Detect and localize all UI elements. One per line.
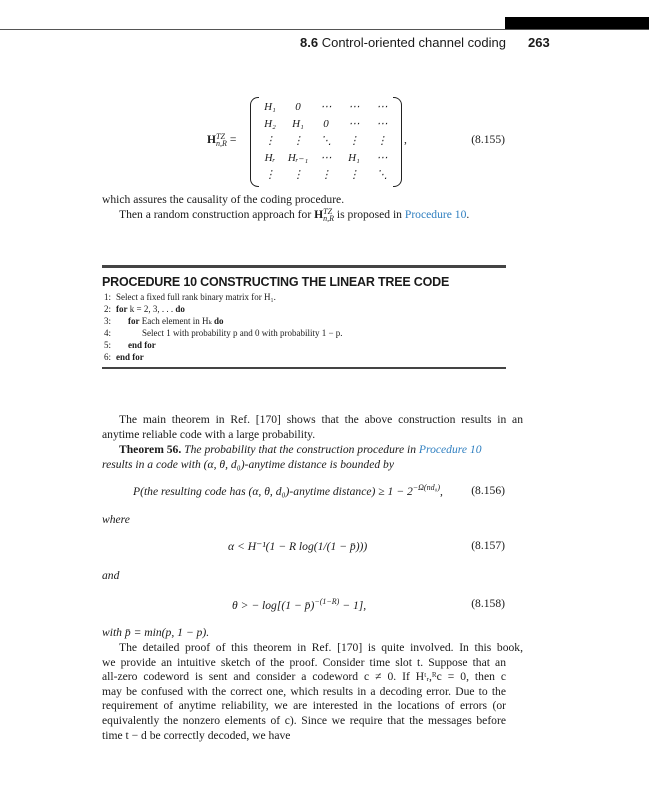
equation-number: (8.155) [471, 133, 505, 146]
math-symbol: H [314, 208, 324, 221]
text: is proposed in [334, 208, 405, 221]
paragraph-line: equivalently the nonzero elements of c). Since we require that the messages before [102, 714, 506, 727]
paragraph-line [102, 208, 523, 222]
procedure-bottom-rule [102, 367, 506, 369]
matrix-row [256, 98, 396, 115]
theorem-label: Theorem 56. [119, 443, 182, 456]
page-number: 263 [528, 35, 550, 50]
equation-number: (8.158) [471, 597, 505, 610]
sup: TZ [323, 207, 333, 217]
text: Then a random construction approach for [119, 208, 315, 221]
matrix-row [256, 149, 396, 166]
equation-number: (8.156) [471, 484, 505, 497]
paragraph-line: The main theorem in Ref. [170] shows that the above construction results in an [119, 413, 523, 426]
lhs-sub: n,R [216, 139, 227, 149]
matrix-table [256, 98, 396, 183]
indent [116, 328, 142, 338]
paragraph-line: requirement of anytime reliability, we are interested in the locations of errors (or [102, 699, 506, 713]
matrix-cell: 0 [323, 117, 329, 130]
matrix-cell: ⋯ [348, 101, 360, 113]
line-text: k = 2, 3, . . . [127, 304, 176, 314]
running-header [300, 35, 550, 50]
matrix-cell: ⋯ [376, 118, 388, 130]
keyword: for [128, 316, 140, 326]
procedure-line [104, 292, 276, 302]
eq-comma: , [440, 484, 443, 498]
matrix-cell: ⋯ [320, 101, 332, 113]
keyword: end for [128, 340, 156, 350]
line-number: 6: [104, 352, 112, 362]
matrix-cell: ⋮ [376, 135, 388, 147]
matrix-cell: ⋱ [320, 135, 332, 147]
where-label: where [102, 513, 130, 526]
matrix-cell: ⋮ [264, 169, 276, 181]
procedure-line [104, 304, 185, 314]
procedure-top-rule [102, 265, 506, 268]
procedure-line [104, 316, 224, 327]
section-title: Control-oriented channel coding [321, 35, 506, 50]
procedure-line [104, 340, 156, 350]
keyword: do [214, 316, 224, 326]
matrix-cell: ⋮ [348, 169, 360, 181]
equation-8-157: α < H⁻¹(1 − R log(1/(1 − p̄))) [228, 540, 368, 553]
matrix-cell: ⋮ [264, 135, 276, 147]
theorem-line [102, 443, 523, 457]
matrix-cell: ⋯ [376, 152, 388, 164]
paragraph-line: time t − d be correctly decoded, we have [102, 728, 291, 742]
line-number: 2: [104, 304, 112, 314]
eq-text: θ > − log[(1 − p̄) [232, 598, 315, 612]
equation-8-156 [133, 483, 443, 498]
eq-sup: −Ω(nd₀) [412, 483, 441, 492]
lhs-sup: TZ [216, 132, 225, 142]
paragraph-line: all-zero codeword is sent and consider a codeword c ≠ 0. If Hᵗᵣ,ᴿc = 0, then c [102, 670, 506, 684]
line-text: Each element in Hₖ [139, 316, 215, 326]
procedure-link[interactable]: Procedure 10 [418, 443, 482, 456]
matrix-cell: ⋱ [376, 169, 388, 181]
line-number: 4: [104, 328, 112, 338]
header-bar [505, 17, 649, 29]
matrix-cell: H₁ [264, 100, 276, 113]
matrix-cell: Hᵣ₋₁ [287, 152, 309, 164]
procedure-line [104, 352, 144, 362]
sub: n,R [323, 214, 335, 224]
matrix-cell: ⋯ [348, 118, 360, 130]
matrix-comma: , [404, 133, 407, 146]
matrix-cell: 0 [295, 100, 301, 113]
section-number: 8.6 [300, 35, 319, 50]
equation-number: (8.157) [471, 539, 505, 552]
eq-tail: − 1], [339, 598, 367, 612]
indent [116, 340, 128, 350]
lhs-symbol: H [207, 133, 217, 146]
keyword: for [116, 304, 128, 314]
paragraph-line: The detailed proof of this theorem in Ref. [170] is quite involved. In this book, [119, 641, 523, 654]
matrix-cell: Hᵣ [264, 151, 276, 164]
line-text: Select a fixed full rank binary matrix for H₁. [116, 292, 276, 302]
paragraph-line: we provide an intuitive sketch of the proof. Consider time slot t. Suppose that an [102, 655, 506, 669]
matrix-cell: ⋮ [348, 135, 360, 147]
procedure-link[interactable]: Procedure 10 [404, 208, 467, 221]
line-number: 3: [104, 316, 112, 326]
eq-text: P(the resulting code has (α, θ, d₀)-anytime distance) ≥ 1 − 2 [133, 484, 413, 498]
procedure-title: PROCEDURE 10 CONSTRUCTING THE LINEAR TREE CODE [102, 275, 450, 289]
matrix-cell: ⋯ [376, 101, 388, 113]
text: . [466, 208, 470, 221]
paragraph-line: anytime reliable code with a large probability. [102, 428, 316, 441]
theorem-line: results in a code with (α, θ, d₀)-anytime distance is bounded by [102, 458, 394, 471]
keyword: do [175, 304, 185, 314]
procedure-line [104, 328, 343, 338]
matrix [250, 97, 402, 185]
and-label: and [102, 569, 120, 582]
with-line: with p̄ = min(p, 1 − p). [102, 626, 210, 639]
paragraph-line: may be confused with the correct one, which results in a decoding error. Due to the [102, 684, 506, 698]
matrix-row [256, 166, 396, 183]
matrix-cell: ⋮ [292, 169, 304, 181]
matrix-cell: H₁ [292, 117, 304, 130]
equation-8-158 [232, 597, 366, 612]
line-number: 5: [104, 340, 112, 350]
matrix-cell: H₁ [348, 151, 360, 164]
equals-sign: = [229, 133, 237, 146]
line-text: Select 1 with probability p and 0 with probability 1 − p. [142, 328, 343, 338]
line-number: 1: [104, 292, 112, 302]
matrix-cell: ⋮ [320, 169, 332, 181]
indent [116, 316, 128, 326]
matrix-row [256, 132, 396, 149]
theorem-text: The probability that the construction procedure in [181, 443, 419, 456]
matrix-cell: ⋯ [320, 152, 332, 164]
matrix-row [256, 115, 396, 132]
matrix-cell: ⋮ [292, 135, 304, 147]
matrix-lhs [207, 133, 236, 147]
eq-sup: −(1−R) [314, 597, 340, 606]
keyword: end for [116, 352, 144, 362]
header-rule [0, 29, 649, 30]
matrix-cell: H₂ [264, 117, 276, 130]
paragraph-line: which assures the causality of the coding procedure. [102, 193, 345, 206]
